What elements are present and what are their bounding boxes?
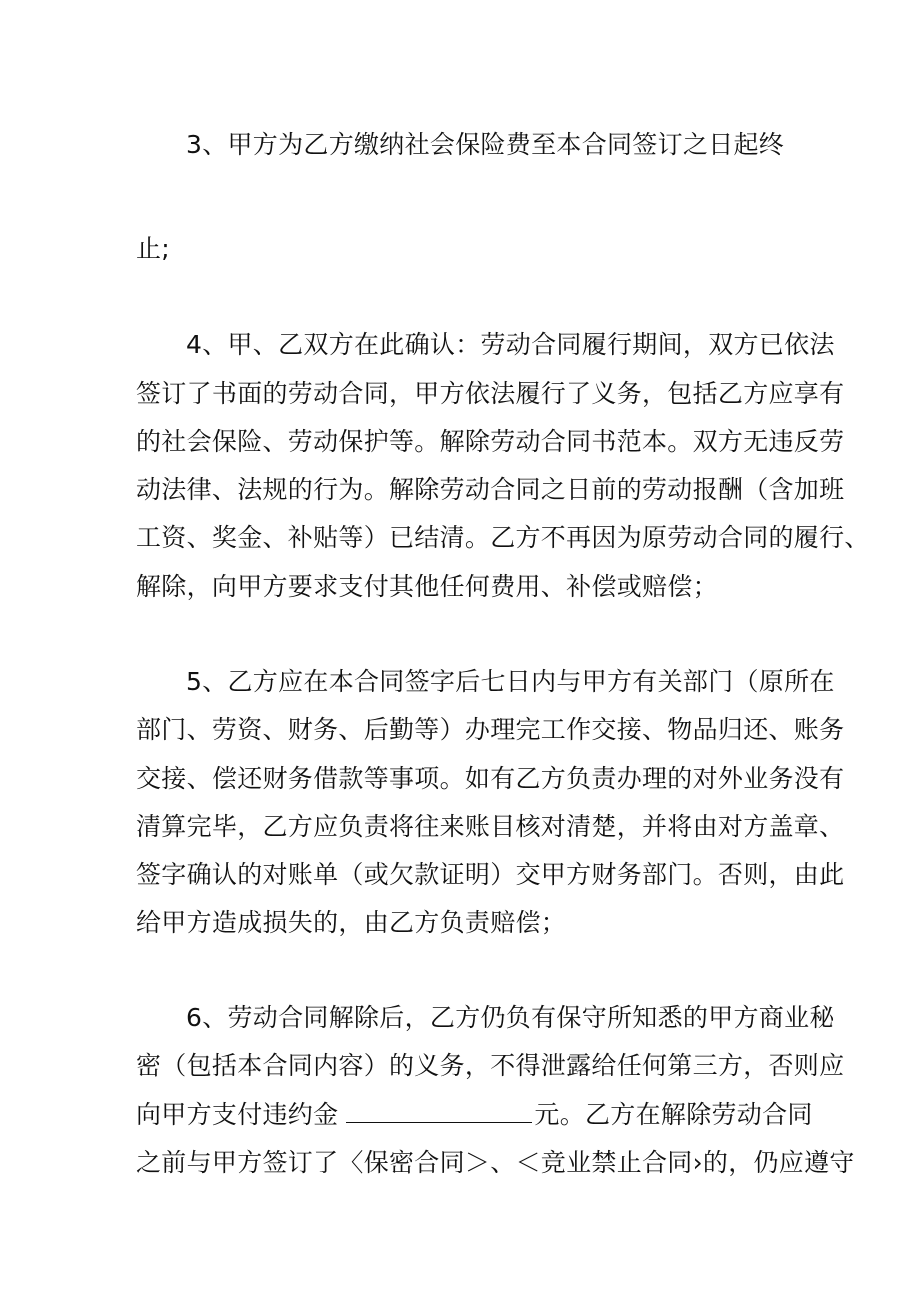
item5-line1: 5、乙方应在本合同签字后七日内与甲方有关部门（原所在	[186, 667, 835, 696]
item3-line2: 止;	[136, 234, 171, 263]
item5-line5: 签字确认的对账单（或欠款证明）交甲方财务部门。否则，由此	[136, 860, 845, 889]
item4-line1: 4、甲、乙双方在此确认：劳动合同履行期间，双方已依法	[186, 330, 835, 359]
item6-line2: 密（包括本合同内容）的义务，不得泄露给任何第三方，否则应	[136, 1051, 845, 1080]
item6-line3-after: 元。乙方在解除劳动合同	[534, 1100, 813, 1129]
item6-line1: 6、劳动合同解除后，乙方仍负有保守所知悉的甲方商业秘	[186, 1003, 835, 1032]
item5-line2: 部门、劳资、财务、后勤等）办理完工作交接、物品归还、账务	[136, 715, 845, 744]
item6-line4: 之前与甲方签订了〈保密合同＞、＜竞业禁止合同›的，仍应遵守	[136, 1148, 855, 1177]
penalty-amount-blank	[346, 1100, 532, 1123]
item4-line4: 动法律、法规的行为。解除劳动合同之日前的劳动报酬（含加班	[136, 475, 845, 504]
item5-line4: 清算完毕，乙方应负责将往来账目核对清楚，并将由对方盖章、	[136, 812, 845, 841]
item3-line1: 3、甲方为乙方缴纳社会保险费至本合同签订之日起终	[186, 130, 785, 159]
item6-line3	[136, 1100, 813, 1130]
item4-line2: 签订了书面的劳动合同，甲方依法履行了义务，包括乙方应享有	[136, 379, 845, 408]
item4-line3: 的社会保险、劳动保护等。解除劳动合同书范本。双方无违反劳	[136, 427, 845, 456]
item4-line5: 工资、奖金、补贴等）已结清。乙方不再因为原劳动合同的履行、	[136, 523, 870, 552]
item5-line6: 给甲方造成损失的，由乙方负责赔偿；	[136, 908, 567, 937]
item5-line3: 交接、偿还财务借款等事项。如有乙方负责办理的对外业务没有	[136, 764, 845, 793]
item4-line6: 解除，向甲方要求支付其他任何费用、补偿或赔偿；	[136, 572, 718, 601]
item6-line3-before: 向甲方支付违约金	[136, 1100, 339, 1129]
